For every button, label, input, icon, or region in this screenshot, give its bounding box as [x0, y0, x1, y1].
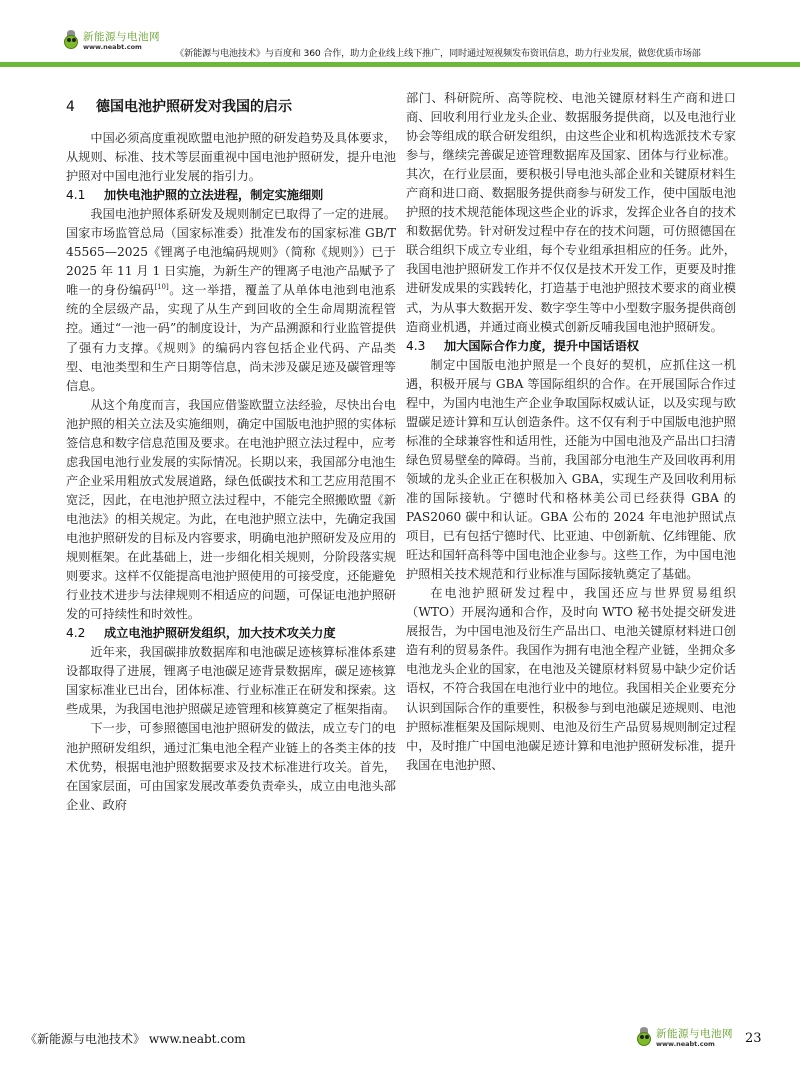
right-column	[406, 89, 736, 775]
subsection-title: 加快电池护照的立法进程，制定实施细则	[104, 188, 324, 203]
subsection-number: 4.2	[66, 626, 86, 641]
logo-name: 新能源与电池网	[83, 30, 160, 43]
paragraph: 制定中国版电池护照是一个良好的契机，应抓住这一机遇，积极开展与 GBA 等国际组织的合作。在开展国际合作过程中，为国内电池生产企业争取国际权威认证，以及实现与欧盟碳足迹计算和互认创造条件。这不仅有利于中国版电池护照标准的全球兼容性和适用性，还能为中国电池及产品出口扫清绿色贸易壁垒的障碍。当前，我国部分电池生产及回收再利用领域的龙头企业正在积极加入 GBA，实现生产及回收利用标准的国际接轨。宁德时代和格林美公司已经获得 GBA 的 PAS2060 碳中和认证。GBA 公布的 2024 年电池护照试点项目，已有包括宁德时代、比亚迪、中创新航、亿纬锂能、欣旺达和国轩高科等中国电池企业参与。这些工作，为中国电池护照相关技术规范和行业标准与国际接轨奠定了基础。	[406, 357, 736, 582]
battery-mascot-icon	[635, 1027, 653, 1049]
logo-url[interactable]: www.neabt.com	[656, 1040, 715, 1048]
header-logo[interactable]	[62, 30, 160, 52]
paragraph: 下一步，可参照德国电池护照研发的做法，成立专门的电池护照研发组织，通过汇集电池全程产业链上的各类主体的技术优势，根据电池护照数据要求及技术标准进行攻关。首先，在国家层面，可由国家发展改革委负责牵头，成立由电池头部企业、政府	[66, 721, 396, 812]
subsection-title: 成立电池护照研发组织，加大技术攻关力度	[104, 626, 336, 641]
journal-name: 《新能源与电池技术》 www.neabt.com	[25, 1032, 246, 1046]
logo-url[interactable]: www.neabt.com	[83, 43, 142, 51]
paragraph: 从这个角度而言，我国应借鉴欧盟立法经验，尽快出台电池护照的相关立法及实施细则，确定中国版电池护照的实体标签信息和数字信息范围及要求。在电池护照立法过程中，应考虑我国电池行业发展的实际情况。长期以来，我国部分电池生产企业采用粗放式发展道路，绿色低碳技术和工艺应用范围不宽泛，因此，在电池护照立法过程中，不能完全照搬欧盟《新电池法》的相关规定。为此，在电池护照立法中，先确定我国电池护照研发的目标及内容要求，明确电池护照研发及应用的规则框架。在此基础上，进一步细化相关规则，分阶段落实规则要求。这样不仅能提高电池护照使用的可接受度，还能避免行业技术进步与法律规则不相适应的问题，可保证电池护照研发的可持续性和时效性。	[66, 397, 396, 622]
paragraph-text: 我国电池护照体系研发及规则制定已取得了一定的进展。国家市场监管总局（国家标准委）批准发布的国家标准 GB/T 45565—2025《锂离子电池编码规则》（简称《规则》）已于 2025 年 11 月 1 日实施，为新生产的锂离子电池产品赋予了唯一的身份编码	[66, 207, 396, 298]
section-heading	[66, 96, 396, 118]
citation-ref[interactable]: [10]	[154, 283, 169, 292]
section-title: 德国电池护照研发对我国的启示	[96, 99, 292, 115]
header-tagline: 《新能源与电池技术》与百度和 360 合作，助力企业线上线下推广，同时通过短视频发布资讯信息，助力行业发展，做您优质市场部	[175, 48, 701, 59]
paragraph	[66, 205, 396, 395]
subsection-heading	[66, 186, 396, 205]
paragraph: 中国必须高度重视欧盟电池护照的研发趋势及具体要求，从规则、标准、技术等层面重视中国电池护照研发，提升电池护照对中国电池行业发展的指引力。	[66, 131, 396, 184]
section-number: 4	[66, 99, 75, 115]
footer-logo[interactable]	[635, 1027, 733, 1049]
left-column	[66, 92, 396, 815]
subsection-number: 4.1	[66, 188, 86, 203]
paragraph: 近年来，我国碳排放数据库和电池碳足迹核算标准体系建设都取得了进展，锂离子电池碳足迹背景数据库，碳足迹核算国家标准业已出台，团体标准、行业标准正在研发和探索。这些成果，为我国电池护照碳足迹管理和核算奠定了框架指南。	[66, 645, 396, 717]
subsection-heading	[66, 624, 396, 643]
page-header	[0, 0, 800, 72]
paragraph-text: 。这一举措，覆盖了从单体电池到电池系统的全层级产品，实现了从生产到回收的全生命周期流程管控。通过“一池一码”的制度设计，为产品溯源和行业监管提供了强有力支撑。《规则》的编码内容包括企业代码、产品类型、电池类型和生产日期等信息，尚未涉及碳足迹及碳管理等信息。	[66, 283, 396, 393]
paragraph: 在电池护照研发过程中，我国还应与世界贸易组织（WTO）开展沟通和合作，及时向 WTO 秘书处提交研发进展报告，为中国电池及衍生产品出口、电池关键原材料进口创造有利的贸易条件。我国作为拥有电池全程产业链，坐拥众多电池龙头企业的国家，在电池及关键原材料贸易中缺少定价话语权，不符合我国在电池行业中的地位。我国相关企业要充分认识到国际合作的重要性，积极参与到电池碳足迹规则、电池护照标准框架及国际规则、电池及衍生产品贸易规则制定过程中，及时推广中国电池碳足迹计算和电池护照研发标准，提升我国在电池护照、	[406, 586, 736, 772]
page-number: 23	[745, 1031, 762, 1046]
paragraph-continued: 部门、科研院所、高等院校、电池关键原材料生产商和进口商、回收利用行业龙头企业、数据服务提供商，以及电池行业协会等组成的联合研发组织，由这些企业和机构选派技术专家参与，继续完善碳足迹管理数据库及国家、团体与行业标准。其次，在行业层面，要积极引导电池头部企业和关键原材料生产商和进口商、数据服务提供商参与研发工作，使中国版电池护照的技术规范能体现这些企业的诉求，发挥企业各自的技术和数据优势。针对研发过程中存在的技术问题，可仿照德国在联合组织下成立专业组，每个专业组承担相应的任务。此外，我国电池护照研发工作并不仅仅是技术开发工作，更要及时推进研发成果的实践转化，打造基于电池护照技术要求的商业模式，为从事大数据开发、数字孪生等中小型数字服务提供商创造商业机遇，并通过商业模式创新反哺我国电池护照研发。	[406, 91, 736, 334]
logo-name: 新能源与电池网	[656, 1027, 733, 1040]
subsection-title: 加大国际合作力度，提升中国话语权	[444, 338, 639, 353]
header-divider	[0, 62, 800, 67]
subsection-number: 4.3	[406, 338, 426, 353]
battery-mascot-icon	[62, 30, 80, 52]
subsection-heading	[406, 337, 736, 356]
